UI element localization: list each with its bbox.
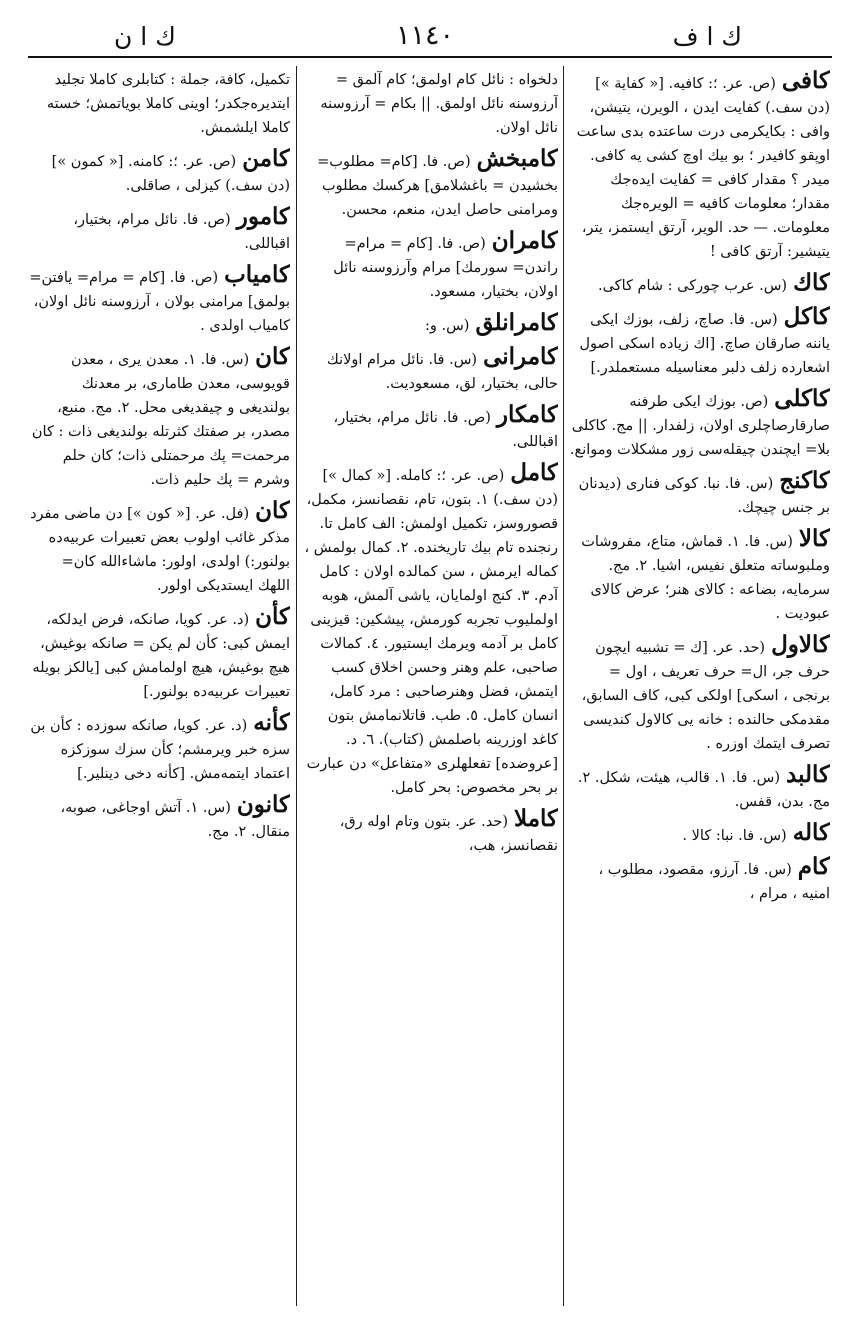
column-middle — [302, 68, 558, 1308]
dictionary-entry — [568, 304, 830, 380]
dictionary-entry — [302, 344, 558, 396]
entry-definition: (فل. عر. [« كون »] دن ماضى مفرد مذكر غائب اولوب بعض تعبيرات عربيەده بولنور:) اولدى، اولور: ماشاءالله كان= اللهك ايستديكى اولور. — [30, 506, 290, 594]
entry-definition: (ص. فا. [كام = مرام= راندن= سورمك] مرام وآرزوسنه نائل اولان، بختيار، مسعود. — [333, 236, 558, 300]
entry-definition: دلخواه : نائل كام اولمق؛ كام آلمق = آرزوسنه نائل اولمق. || بكام = آرزوسنه نائل اولان. — [320, 72, 558, 136]
page-number: ١١٤٠ — [396, 20, 455, 51]
dictionary-entry — [568, 762, 830, 814]
entry-definition: (س. و: — [424, 318, 470, 334]
entry-headword: كالبد — [786, 761, 830, 788]
dictionary-entry — [302, 310, 558, 338]
dictionary-entry — [28, 68, 290, 140]
column-left — [28, 68, 290, 1308]
header-right-letters: ك ا ف — [672, 22, 742, 51]
dictionary-entry — [568, 820, 830, 848]
entry-headword: كأن — [255, 603, 290, 630]
entry-definition: (ص. بوزك ايكى طرفنه صارقارصاچلرى اولان، زلفدار. || مج. كاكلى بلا= ايچندن چيقلەسى زور مشكلات وموانع. — [569, 394, 830, 458]
dictionary-entry — [568, 68, 830, 264]
dictionary-entry — [28, 604, 290, 704]
dictionary-entry — [28, 146, 290, 198]
entry-headword: كامرانلق — [475, 309, 558, 336]
dictionary-entry — [302, 228, 558, 304]
dictionary-entry — [568, 526, 830, 626]
entry-definition: (حد. عر. بتون وتام اوله رق، نقصانسز، هب، — [339, 814, 558, 854]
entry-headword: كامكار — [496, 401, 558, 428]
header-left-letters: ك ا ن — [114, 22, 176, 51]
dictionary-entry — [568, 270, 830, 298]
entry-definition: (ص. فا. نائل مرام، بختيار، اقباللى. — [333, 410, 558, 450]
entry-headword: كامبخش — [476, 145, 558, 172]
dictionary-entry — [28, 344, 290, 492]
entry-definition: (س. فا. ١. معدن يرى ، معدن قويوسى، معدن طامارى، بر معدنك بولنديغى و چيقديغى محل. ٢. مج. منبع، مصدر، بر صفتك كثرتله بولنديغى ذات : كان مرحمت= پك مرحمتلى ذات؛ كان حلم وشرم = پك حليم ذات. — [31, 352, 290, 488]
entry-headword: كامرانى — [483, 343, 558, 370]
dictionary-entry — [302, 68, 558, 140]
column-divider — [563, 66, 564, 1306]
dictionary-entry — [302, 460, 558, 800]
entry-headword: كأنه — [253, 709, 290, 736]
entry-definition: (س. فا. صاچ، زلف، بوزك ايكى ياننه صارقان صاچ. [اك زيادە اسكى اصول اشعارده زلف دلبر معناسيله مستعملدر.] — [579, 312, 830, 376]
entry-definition: (س. فا. ١. قماش، متاع، مفروشات وملبوساته متعلق نفيس، اشيا. ٢. مج. سرمايه، بضاعه : كالاى هنر؛ عرض كالاى عبوديت . — [581, 534, 830, 622]
entry-definition: (ص. فا. [كام = مرام= يافتن= بولمق] مرامنى بولان ، آرزوسنه نائل اولان، كامياب اولدى . — [29, 270, 290, 334]
dictionary-entry — [28, 262, 290, 338]
entry-definition: (س. ١. آتش اوجاغى، صوبه، منقال. ٢. مج. — [60, 800, 290, 840]
entry-headword: كامور — [236, 203, 290, 230]
entry-headword: كان — [255, 497, 290, 524]
entry-definition: (د. عر. كويا، صانكه، فرض ايدلكه، ايمش كبى: كأن لم يكن = صانكه بوغيش، هيچ بوغيش، هيچ اولمامش كبى [يالكز بويله تعبيرات عربيەده بولنور.] — [32, 612, 290, 700]
dictionary-entry — [302, 402, 558, 454]
entry-headword: كامن — [242, 145, 290, 172]
dictionary-entry — [568, 854, 830, 906]
entry-definition: (س. عرب چوركى : شام كاكى. — [597, 278, 788, 294]
entry-definition: (ص. فا. [كام= مطلوب= بخشيدن = باغشلامق] هركسك مطلوب ومرامنى حاصل ايدن، منعم، محسن. — [317, 154, 558, 218]
entry-definition: (ص. فا. نائل مرام، بختيار، اقباللى. — [73, 212, 290, 252]
entry-definition: (س. فا. نبا: كالا . — [682, 828, 787, 844]
entry-definition: (س. فا. نائل مرام اولانك حالى، بختيار، لق، مسعوديت. — [326, 352, 558, 392]
dictionary-entry — [28, 792, 290, 844]
entry-definition: (ص. عر. ؛: كافيه. [« كفاية »] (دن سف.) كفايت ايدن ، الويرن، يتيشن، وافى : بكايكرمى درت ساعتده بدى ساعت اوپقو كافيدر ؛ بو بيك اوچ كشى يه كافى. ميدر ؟ مقدار كافى = كفايت ايدەجك مقدار؛ معلومات كافيه = الويرەجك معلومات. — حد. الوير، آرتق ايستمز، يتر، يتيشير: آرتق كافى ! — [576, 76, 830, 260]
entry-headword: كاكل — [783, 303, 830, 330]
entry-definition: (حد. عر. [ك = تشبيه ايچون حرف جر، ال= حرف تعريف ، اول = برنجى ، اسكى] اولكى كبى، كاف السابق، مقدمكى حالنده : خانه يى كالاول كنديسى تصرف ايتمك اوزره . — [581, 640, 830, 752]
entry-definition: (س. فا. نبا. كوكى فنارى (ديدنان بر جنس چيچك. — [578, 476, 830, 516]
entry-headword: كاملا — [513, 805, 558, 832]
dictionary-entry — [302, 806, 558, 858]
dictionary-entry — [568, 632, 830, 756]
header-rule — [28, 56, 832, 58]
entry-headword: كاله — [792, 819, 830, 846]
dictionary-entry — [568, 468, 830, 520]
dictionary-entry — [568, 386, 830, 462]
entry-headword: كاكلى — [774, 385, 830, 412]
entry-definition: (د. عر. كويا، صانكه سوزده : كأن بن سزه خبر ويرمشم؛ كأن سزك سوزكزه اعتماد ايتمەمش. [كأنه دخى دينلير.] — [30, 718, 290, 782]
dictionary-entry — [302, 146, 558, 222]
dictionary-entry — [28, 204, 290, 256]
entry-definition: (س. فا. ١. قالب، هيئت، شكل. ٢. مج. بدن، قفس. — [577, 770, 830, 810]
dictionary-entry — [28, 710, 290, 786]
entry-headword: كاك — [793, 269, 830, 296]
entry-headword: كانون — [236, 791, 290, 818]
entry-headword: كام — [797, 853, 830, 880]
entry-headword: كاكنج — [779, 467, 830, 494]
entry-definition: (س. فا. آرزو، مقصود، مطلوب ، امنيه ، مرام ، — [598, 862, 830, 902]
entry-headword: كافى — [781, 68, 830, 94]
entry-definition: تكميل، كافة، جملة : كتابلرى كاملا تجليد ايتديرەجكدر؛ اوينى كاملا بوياتمش؛ خستە كاملا ايلشمش. — [46, 72, 290, 136]
entry-definition: (ص. عر. ؛: كامله. [« كمال »] (دن سف.) ١. بتون، تام، نقصانسز، مكمل، قصوروسز، تكميل اولمش: الف كامل تا. رنجنده تام بيك تاريخنده. ٢. كمال بولمش ، كماله ايرمش ، سن كمالده اولان : كامل آدم. ٣. كنج اولمايان، ياشى آلمش، هوبه اولمليوب تجربه كورمش، پيشكين: قيزينى كامل بر آدمه ويرمك ايستيور. ٤. كمالات صاحبى، علم وهنر وحسن اخلاق كسب ايتمش، فضل وهنرصاحبى : مرد كامل، انسان كامل. ٥. طب. قاتلانمامش بتون كاغد اوزرينه باصلمش (كتاب). ٦. د. [عروضده] تفعلهلرى «متفاعل» دن عبارت بر بحر مخصوص: بحر كامل. — [304, 468, 558, 796]
column-right — [568, 68, 830, 1308]
entry-headword: كالاول — [771, 631, 830, 658]
entry-headword: كامل — [510, 459, 558, 486]
entry-headword: كالا — [798, 525, 830, 552]
entry-headword: كامران — [491, 227, 558, 254]
dictionary-entry — [28, 498, 290, 598]
entry-headword: كامياب — [224, 261, 290, 288]
entry-definition: (ص. عر. ؛: كامنه. [« كمون »] (دن سف.) كيزلى ، صاقلى. — [51, 154, 290, 194]
column-divider — [296, 66, 297, 1306]
page-header — [28, 14, 832, 54]
entry-headword: كان — [255, 343, 290, 370]
